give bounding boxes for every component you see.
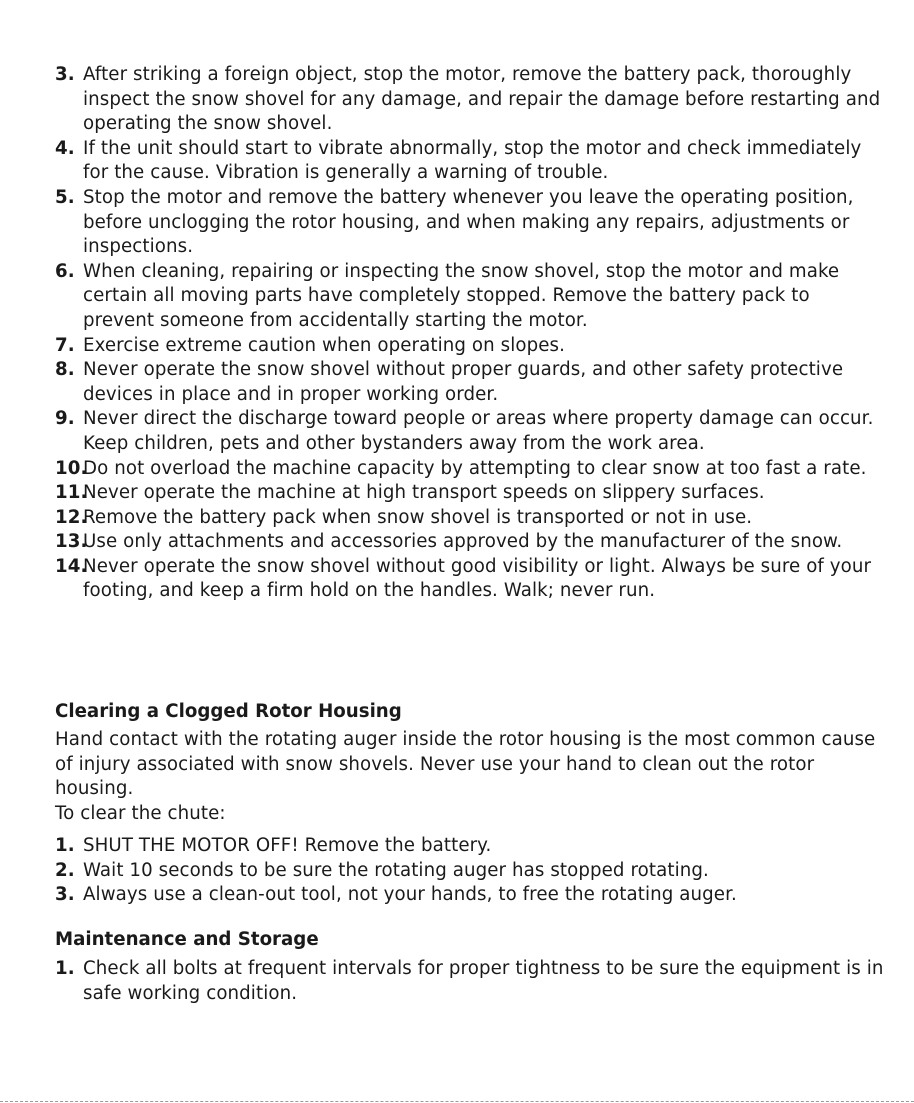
item-number: 10. xyxy=(55,457,88,479)
item-text: Do not overload the machine capacity by attempting to clear snow at too fast a rate. xyxy=(83,457,867,479)
item-text: Never operate the machine at high transport speeds on slippery surfaces. xyxy=(83,482,765,504)
list-item xyxy=(55,506,885,531)
list-item xyxy=(55,883,885,908)
list-item xyxy=(55,63,885,137)
list-item xyxy=(55,334,885,359)
item-number: 12. xyxy=(55,506,88,528)
item-text: Never direct the discharge toward people or areas where property damage can occur. Keep children, pets and other bystanders away from the work area. xyxy=(83,408,874,454)
step-text: SHUT THE MOTOR OFF! Remove the battery. xyxy=(83,835,492,856)
item-text: Stop the motor and remove the battery whenever you leave the operating position, before unclogging the rotor housing, and when making any repairs, adjustments or inspections. xyxy=(83,186,854,258)
list-item xyxy=(55,137,885,186)
step-number: 3. xyxy=(55,884,75,906)
step-text: Check all bolts at frequent intervals for proper tightness to be sure the equipment is in safe working condition. xyxy=(83,958,884,1004)
step-number: 1. xyxy=(55,835,75,856)
item-number: 6. xyxy=(55,260,75,282)
item-text: Never operate the snow shovel without good visibility or light. Always be sure of your footing, and keep a firm hold on the handles. Walk; never run. xyxy=(83,555,872,602)
list-item xyxy=(55,859,885,884)
list-item xyxy=(55,957,885,1006)
item-number: 8. xyxy=(55,359,75,381)
item-number: 3. xyxy=(55,64,75,85)
list-item xyxy=(55,358,885,407)
item-number: 9. xyxy=(55,408,75,430)
item-text: Use only attachments and accessories approved by the manufacturer of the snow. xyxy=(83,531,843,553)
list-item xyxy=(55,834,885,859)
list-item xyxy=(55,260,885,334)
step-number: 2. xyxy=(55,859,75,881)
step-number: 1. xyxy=(55,958,75,979)
item-text: When cleaning, repairing or inspecting the snow shovel, stop the motor and make certain all moving parts have completely stopped. Remove the battery pack to prevent someone from accidentally starting the motor. xyxy=(83,260,840,331)
section-heading-clogged-rotor: Clearing a Clogged Rotor Housing xyxy=(55,701,402,722)
item-number: 11. xyxy=(55,482,88,504)
maintenance-steps xyxy=(55,957,885,1006)
item-number: 5. xyxy=(55,186,75,208)
list-item xyxy=(55,186,885,260)
clear-chute-subheading: To clear the chute: xyxy=(55,803,226,824)
item-number: 13. xyxy=(55,531,88,553)
list-item xyxy=(55,457,885,482)
item-text: Remove the battery pack when snow shovel is transported or not in use. xyxy=(83,506,753,528)
step-text: Wait 10 seconds to be sure the rotating auger has stopped rotating. xyxy=(83,859,709,881)
list-item xyxy=(55,530,885,555)
item-text: If the unit should start to vibrate abnormally, stop the motor and check immediately for the cause. Vibration is generally a warning of trouble. xyxy=(83,137,862,184)
page-bottom-rule xyxy=(0,1101,914,1102)
list-item xyxy=(55,481,885,506)
clogged-paragraph: Hand contact with the rotating auger inside the rotor housing is the most common cause of injury associated with snow shovels. Never use your hand to clean out the rotor housing. xyxy=(55,729,876,800)
item-number: 7. xyxy=(55,334,75,356)
section-heading-maintenance: Maintenance and Storage xyxy=(55,929,319,950)
item-text: After striking a foreign object, stop the motor, remove the battery pack, thoroughly inspect the snow shovel for any damage, and repair the damage before restarting and operating the snow shovel. xyxy=(83,64,881,135)
item-text: Exercise extreme caution when operating on slopes. xyxy=(83,334,565,356)
item-number: 14. xyxy=(55,555,88,577)
list-item xyxy=(55,555,885,604)
safety-list xyxy=(55,63,885,604)
list-item xyxy=(55,407,885,456)
item-text: Never operate the snow shovel without proper guards, and other safety protective devices in place and in proper working order. xyxy=(83,359,844,405)
step-text: Always use a clean-out tool, not your hands, to free the rotating auger. xyxy=(83,884,737,906)
item-number: 4. xyxy=(55,137,75,159)
clear-chute-steps xyxy=(55,834,885,908)
